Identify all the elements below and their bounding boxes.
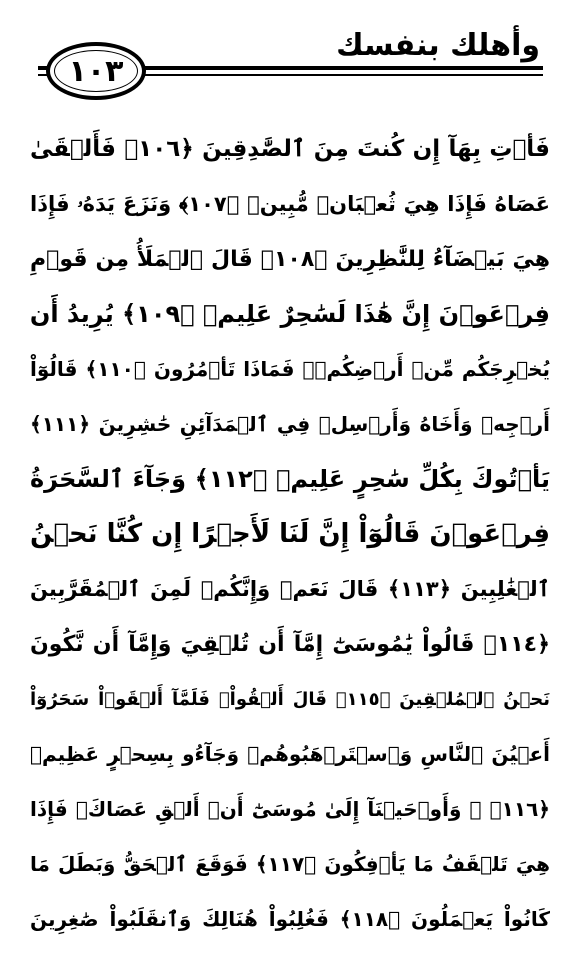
text-line: هِيَ تَلۡقَفُ مَا يَأۡفِكُونَ ﴿١١٧﴾ فَوَقَعَ ٱلۡحَقُّ وَبَطَلَ مَا (30, 852, 550, 876)
page-header (0, 0, 572, 120)
text-line: كَانُواْ يَعۡمَلُونَ ﴿١١٨﴾ فَغُلِبُواْ هُنَالِكَ وَٱنقَلَبُواْ صَٰغِرِينَ (30, 907, 550, 931)
text-line: ﴿١١٤﴾ قَالُواْ يَٰمُوسَىٰٓ إِمَّآ أَن تُلۡقِيَ وَإِمَّآ أَن نَّكُونَ (30, 632, 550, 657)
text-line: عَصَاهُ فَإِذَا هِيَ ثُعۡبَانٞ مُّبِينٞ ﴿١٠٧﴾ وَنَزَعَ يَدَهُۥ فَإِذَا (30, 192, 550, 216)
text-line: نَحۡنُ ٱلۡمُلۡقِينَ ﴿١١٥﴾ قَالَ أَلۡقُواْۖ فَلَمَّآ أَلۡقَوۡاْ سَحَرُوٓاْ (30, 689, 550, 710)
text-line: ٱلۡغَٰلِبِينَ ﴿١١٣﴾ قَالَ نَعَمۡ وَإِنَّكُمۡ لَمِنَ ٱلۡمُقَرَّبِينَ (30, 577, 550, 601)
page-heading: وأهلك بنفسك (336, 28, 540, 63)
text-line: فَأۡتِ بِهَآ إِن كُنتَ مِنَ ٱلصَّٰدِقِينَ ﴿١٠٦﴾ فَأَلۡقَىٰ (30, 136, 550, 162)
text-line: يَأۡتُوكَ بِكُلِّ سَٰحِرٍ عَلِيمٖ ﴿١١٢﴾ وَجَآءَ ٱلسَّحَرَةُ (30, 465, 550, 493)
text-line: هِيَ بَيۡضَآءُ لِلنَّٰظِرِينَ ﴿١٠٨﴾ قَالَ ٱلۡمَلَأُ مِن قَوۡمِ (30, 247, 550, 272)
verse-text (30, 122, 550, 947)
text-line: ﴿١١٦﴾ ۞ وَأَوۡحَيۡنَآ إِلَىٰ مُوسَىٰٓ أَنۡ أَلۡقِ عَصَاكَۖ فَإِذَا (30, 797, 550, 821)
page-number: ١٠٣ (68, 54, 124, 89)
text-line: أَعۡيُنَ ٱلنَّاسِ وَٱسۡتَرۡهَبُوهُمۡ وَجَآءُو بِسِحۡرٍ عَظِيمٖ (30, 742, 550, 766)
page-number-badge (46, 42, 146, 100)
text-line: فِرۡعَوۡنَ قَالُوٓاْ إِنَّ لَنَا لَأَجۡرًا إِن كُنَّا نَحۡنُ (30, 519, 550, 549)
text-line: فِرۡعَوۡنَ إِنَّ هَٰذَا لَسَٰحِرٌ عَلِيمٞ ﴿١٠٩﴾ يُرِيدُ أَن (30, 300, 550, 328)
text-line: أَرۡجِهۡ وَأَخَاهُ وَأَرۡسِلۡ فِي ٱلۡمَدَآئِنِ حَٰشِرِينَ ﴿١١١﴾ (30, 412, 550, 436)
text-line: يُخۡرِجَكُم مِّنۡ أَرۡضِكُمۡۖ فَمَاذَا تَأۡمُرُونَ ﴿١١٠﴾ قَالُوٓاْ (30, 357, 550, 381)
